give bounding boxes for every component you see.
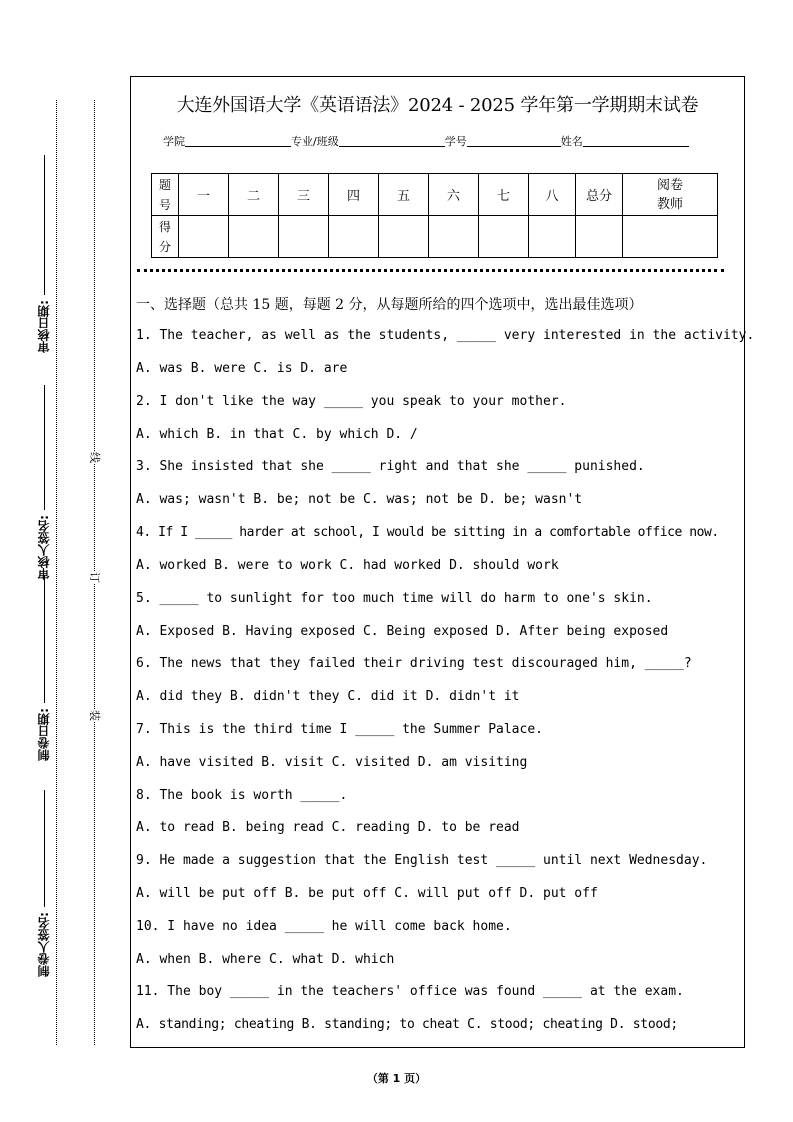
options-line: A. worked B. were to work C. had worked D. should work — [136, 558, 559, 573]
page-number: （第 1 页） — [366, 1072, 427, 1085]
question-line: 3. She insisted that she _____ right and that she _____ punished. — [136, 459, 645, 474]
score-cell-total[interactable] — [576, 216, 623, 258]
options-line: A. Exposed B. Having exposed C. Being exposed D. After being exposed — [136, 624, 669, 639]
score-cell-5[interactable] — [379, 216, 429, 258]
binding-mark-line: 线 — [88, 452, 101, 463]
options-line: A. have visited B. visit C. visited D. am visiting — [136, 755, 528, 770]
question-line: 1. The teacher, as well as the students, _____ very interested in the activity. — [136, 328, 755, 343]
col-4: 四 — [329, 174, 379, 216]
options-line: A. was B. were C. is D. are — [136, 361, 348, 376]
score-cell-8[interactable] — [529, 216, 576, 258]
col-5: 五 — [379, 174, 429, 216]
binding-mark-pack: 装 — [88, 710, 101, 721]
review-date-label: 审核日期: — [37, 300, 51, 353]
options-line: A. will be put off B. be put off C. will put off D. put off — [136, 886, 598, 901]
score-cell-reviewer[interactable] — [623, 216, 718, 258]
options-line: A. did they B. didn't they C. did it D. didn't it — [136, 689, 520, 704]
options-line: A. which B. in that C. by which D. / — [136, 427, 418, 442]
name-label: 姓名 — [560, 135, 583, 148]
paper-date-blank — [44, 575, 45, 703]
score-table — [151, 173, 718, 258]
exam-frame — [130, 76, 755, 1048]
col-6: 六 — [429, 174, 479, 216]
question-line: 8. The book is worth _____. — [136, 788, 348, 803]
row-header-question-no: 题 号 — [152, 174, 179, 216]
options-line: A. when B. where C. what D. which — [136, 952, 395, 967]
col-7: 七 — [479, 174, 529, 216]
question-line: 2. I don't like the way _____ you speak to your mother. — [136, 394, 567, 409]
question-line: 6. The news that they failed their driving test discouraged him, _____? — [136, 656, 692, 671]
col-8: 八 — [529, 174, 576, 216]
dotted-separator — [137, 269, 724, 272]
student-info-row — [163, 133, 689, 149]
question-line: 4. If I _____ harder at school, I would be sitting in a comfortable office now. — [136, 525, 719, 540]
options-line: A. was; wasn't B. be; not be C. was; not be D. be; wasn't — [136, 492, 583, 507]
paper-maker-signature-blank — [44, 790, 45, 907]
paper-maker-signature-label: 制卷人签名: — [37, 912, 51, 977]
student-id-label: 学号 — [444, 135, 467, 148]
score-cell-1[interactable] — [179, 216, 229, 258]
col-2: 二 — [229, 174, 279, 216]
question-line: 5. _____ to sunlight for too much time will do harm to one's skin. — [136, 591, 653, 606]
row-header-score: 得 分 — [152, 216, 179, 258]
col-3: 三 — [279, 174, 329, 216]
student-id-field[interactable] — [467, 135, 561, 147]
college-field[interactable] — [185, 135, 291, 147]
review-date-blank — [44, 155, 45, 295]
options-line: A. standing; cheating B. standing; to cheat C. stood; cheating D. stood; — [136, 1017, 678, 1032]
binding-mark-bind: 订 — [88, 572, 101, 583]
score-cell-3[interactable] — [279, 216, 329, 258]
score-cell-2[interactable] — [229, 216, 279, 258]
college-label: 学院 — [163, 135, 185, 148]
reviewer-signature-blank — [44, 385, 45, 510]
binding-dotted-line-outer — [56, 100, 57, 1045]
question-line: 9. He made a suggestion that the English test _____ until next Wednesday. — [136, 853, 708, 868]
question-line: 11. The boy _____ in the teachers' office was found _____ at the exam. — [136, 984, 684, 999]
score-cell-7[interactable] — [479, 216, 529, 258]
name-field[interactable] — [583, 135, 689, 147]
major-class-label: 专业/班级 — [291, 135, 339, 148]
reviewer-signature-label: 审核人签名: — [37, 515, 51, 580]
score-cell-4[interactable] — [329, 216, 379, 258]
section-one-heading: 一、选择题（总共 15 题，每题 2 分，从每题所给的四个选项中，选出最佳选项） — [136, 297, 643, 313]
col-total: 总分 — [576, 174, 623, 216]
major-class-field[interactable] — [339, 135, 445, 147]
paper-date-label: 制卷日期: — [37, 708, 51, 761]
exam-title: 大连外国语大学《英语语法》2024 - 2025 学年第一学期期末试卷 — [176, 95, 699, 116]
options-line: A. to read B. being read C. reading D. to be read — [136, 820, 520, 835]
col-reviewer: 阅卷 教师 — [623, 174, 718, 216]
question-line: 10. I have no idea _____ he will come back home. — [136, 919, 512, 934]
col-1: 一 — [179, 174, 229, 216]
question-line: 7. This is the third time I _____ the Summer Palace. — [136, 722, 543, 737]
score-cell-6[interactable] — [429, 216, 479, 258]
